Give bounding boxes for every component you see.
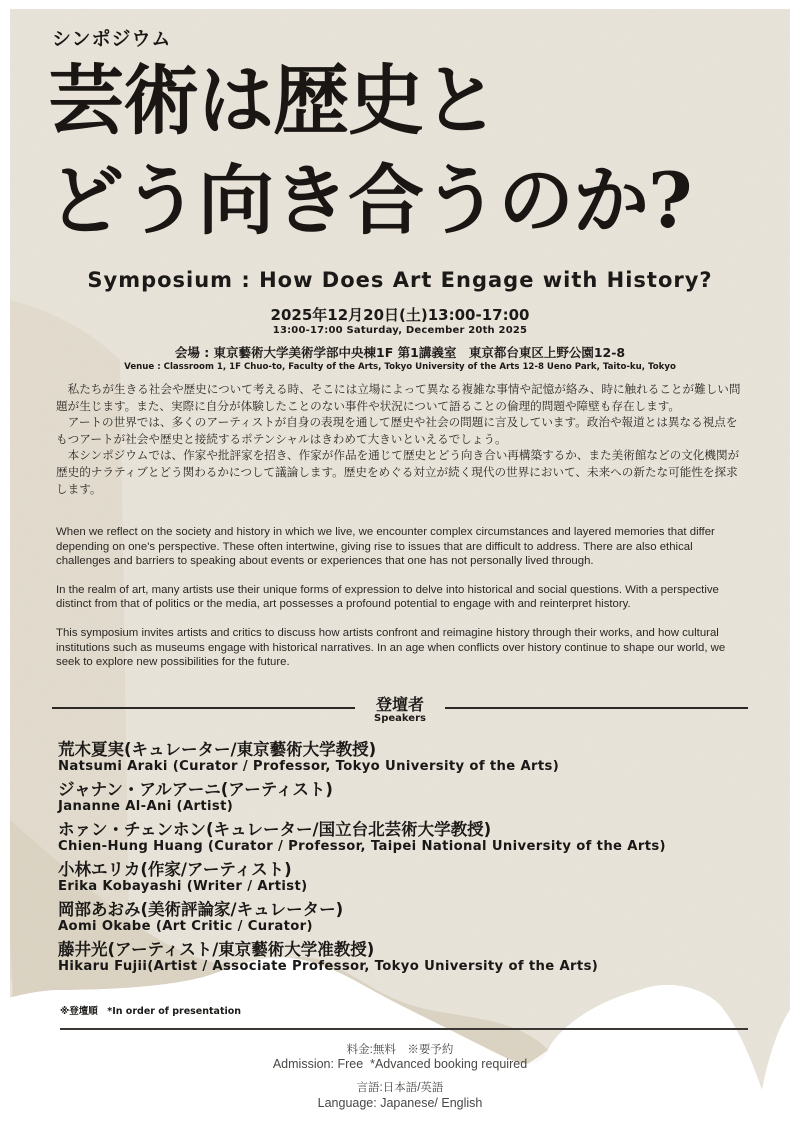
speaker-item [58, 820, 778, 855]
speaker-name-japanese: 小林エリカ(作家/アーティスト) [58, 860, 292, 879]
admission-fee-english: Admission: Free *Advanced booking required [272, 1057, 528, 1071]
speaker-name-english: Erika Kobayashi (Writer / Artist) [58, 879, 308, 894]
speaker-name-japanese: ホァン・チェンホン(キュレーター/国立台北芸術大学教授) [58, 820, 492, 839]
speaker-name-japanese: ジャナン・アルアーニ(アーティスト) [58, 780, 333, 799]
speakers-heading [52, 692, 748, 732]
english-title: Symposium : How Does Art Engage with History? [87, 268, 713, 292]
description-en-paragraph: When we reflect on the society and history in which we live, we encounter complex circumstances and layered memories that differ depending on one's perspective. These often intertwine, giving rise to issues that are difficult to address. There are also ethical challenges and barriers to speaking about events or experiences that one has not personally lived through. [56, 526, 715, 568]
speaker-item [58, 900, 778, 935]
speaker-name-english: Natsumi Araki (Curator / Professor, Tokyo University of the Arts) [58, 759, 560, 774]
description-jp-paragraph: 本シンポジウムでは、作家や批評家を招き、作家が作品を通じて歴史とどう向き合い再構築するか、また美術館などの文化機関が歴史的ナラティブとどう関わるかにつして議論します。歴史をめぐる対立が続く現代の世界において、未来への新たな可能性を探求します。 [56, 448, 740, 496]
speaker-item [58, 940, 778, 975]
speaker-item [58, 740, 778, 775]
admission-fee-japanese: 料金:無料 ※要予約 [346, 1044, 454, 1056]
description-en-paragraph: This symposium invites artists and critics to discuss how artists confront and reimagine history through their works, and how cultural institutions such as museums engage with historical narratives. In an age when conflicts over history continue to shape our world, we seek to explore new possibilities for the future. [56, 626, 726, 669]
event-date-japanese: 2025年12月20日(土)13:00-17:00 [270, 306, 530, 324]
description-jp-paragraph: アートの世界では、多くのアーティストが自身の表現を通して歴史や社会の問題に言及しています。政治や報道とは異なる視点をもつアートが社会や歴史と接続するポテンシャルはきわめて大きいといえるでしょう。 [56, 415, 738, 446]
description-jp-paragraph: 私たちが生きる社会や歴史について考える時、そこには立場によって異なる複雑な事情や記憶が絡み、時に触れることが難しい問題が生じます。また、実際に自分が体験したことのない事件や状況について語ることの倫理的問題や障壁も存在します。 [56, 382, 741, 413]
speaker-name-english: Hikaru Fujii(Artist / Associate Professor, Tokyo University of the Arts) [58, 959, 599, 974]
speaker-name-english: Chien-Hung Huang (Curator / Professor, Taipei National University of the Arts) [58, 839, 666, 854]
presentation-order-note: ※登壇順 *In order of presentation [60, 1006, 242, 1017]
speaker-item [58, 780, 778, 815]
language-english: Language: Japanese/ English [317, 1096, 483, 1110]
speaker-name-japanese: 岡部あおみ(美術評論家/キュレーター) [58, 900, 344, 919]
description-en-paragraph: In the realm of art, many artists use their unique forms of expression to delve into historical and social questions. With a perspective distinct from that of politics or the media, art possesses a profound potential to engage with and reinterpret history. [56, 583, 719, 611]
venue-japanese: 会場 : 東京藝術大学美術学部中央棟1F 第1講義室 東京都台東区上野公園12-8 [174, 345, 626, 360]
language-japanese: 言語:日本語/英語 [356, 1082, 444, 1094]
main-title-line-2: どう向き合うのか? [48, 156, 692, 245]
speakers-heading-japanese: 登壇者 [375, 695, 424, 714]
event-date-english: 13:00-17:00 Saturday, December 20th 2025 [272, 325, 528, 336]
speaker-name-japanese: 荒木夏実(キュレーター/東京藝術大学教授) [58, 740, 377, 759]
footer-divider-line [60, 1028, 748, 1030]
event-type-label: シンポジウム [52, 28, 172, 50]
speaker-name-english: Jananne Al-Ani (Artist) [58, 799, 234, 814]
speaker-name-english: Aomi Okabe (Art Critic / Curator) [58, 919, 313, 934]
speaker-item [58, 860, 778, 895]
description-japanese [56, 381, 746, 497]
speaker-list [58, 740, 778, 980]
main-title-line-1: 芸術は歴史と [48, 56, 498, 145]
description-english [56, 525, 746, 684]
venue-english: Venue : Classroom 1, 1F Chuo-to, Faculty of the Arts, Tokyo University of the Arts 12-8 Ueno Park, Taito-ku, Tokyo [124, 362, 676, 372]
speakers-heading-english: Speakers [374, 713, 426, 724]
speaker-name-japanese: 藤井光(アーティスト/東京藝術大学准教授) [58, 940, 375, 959]
